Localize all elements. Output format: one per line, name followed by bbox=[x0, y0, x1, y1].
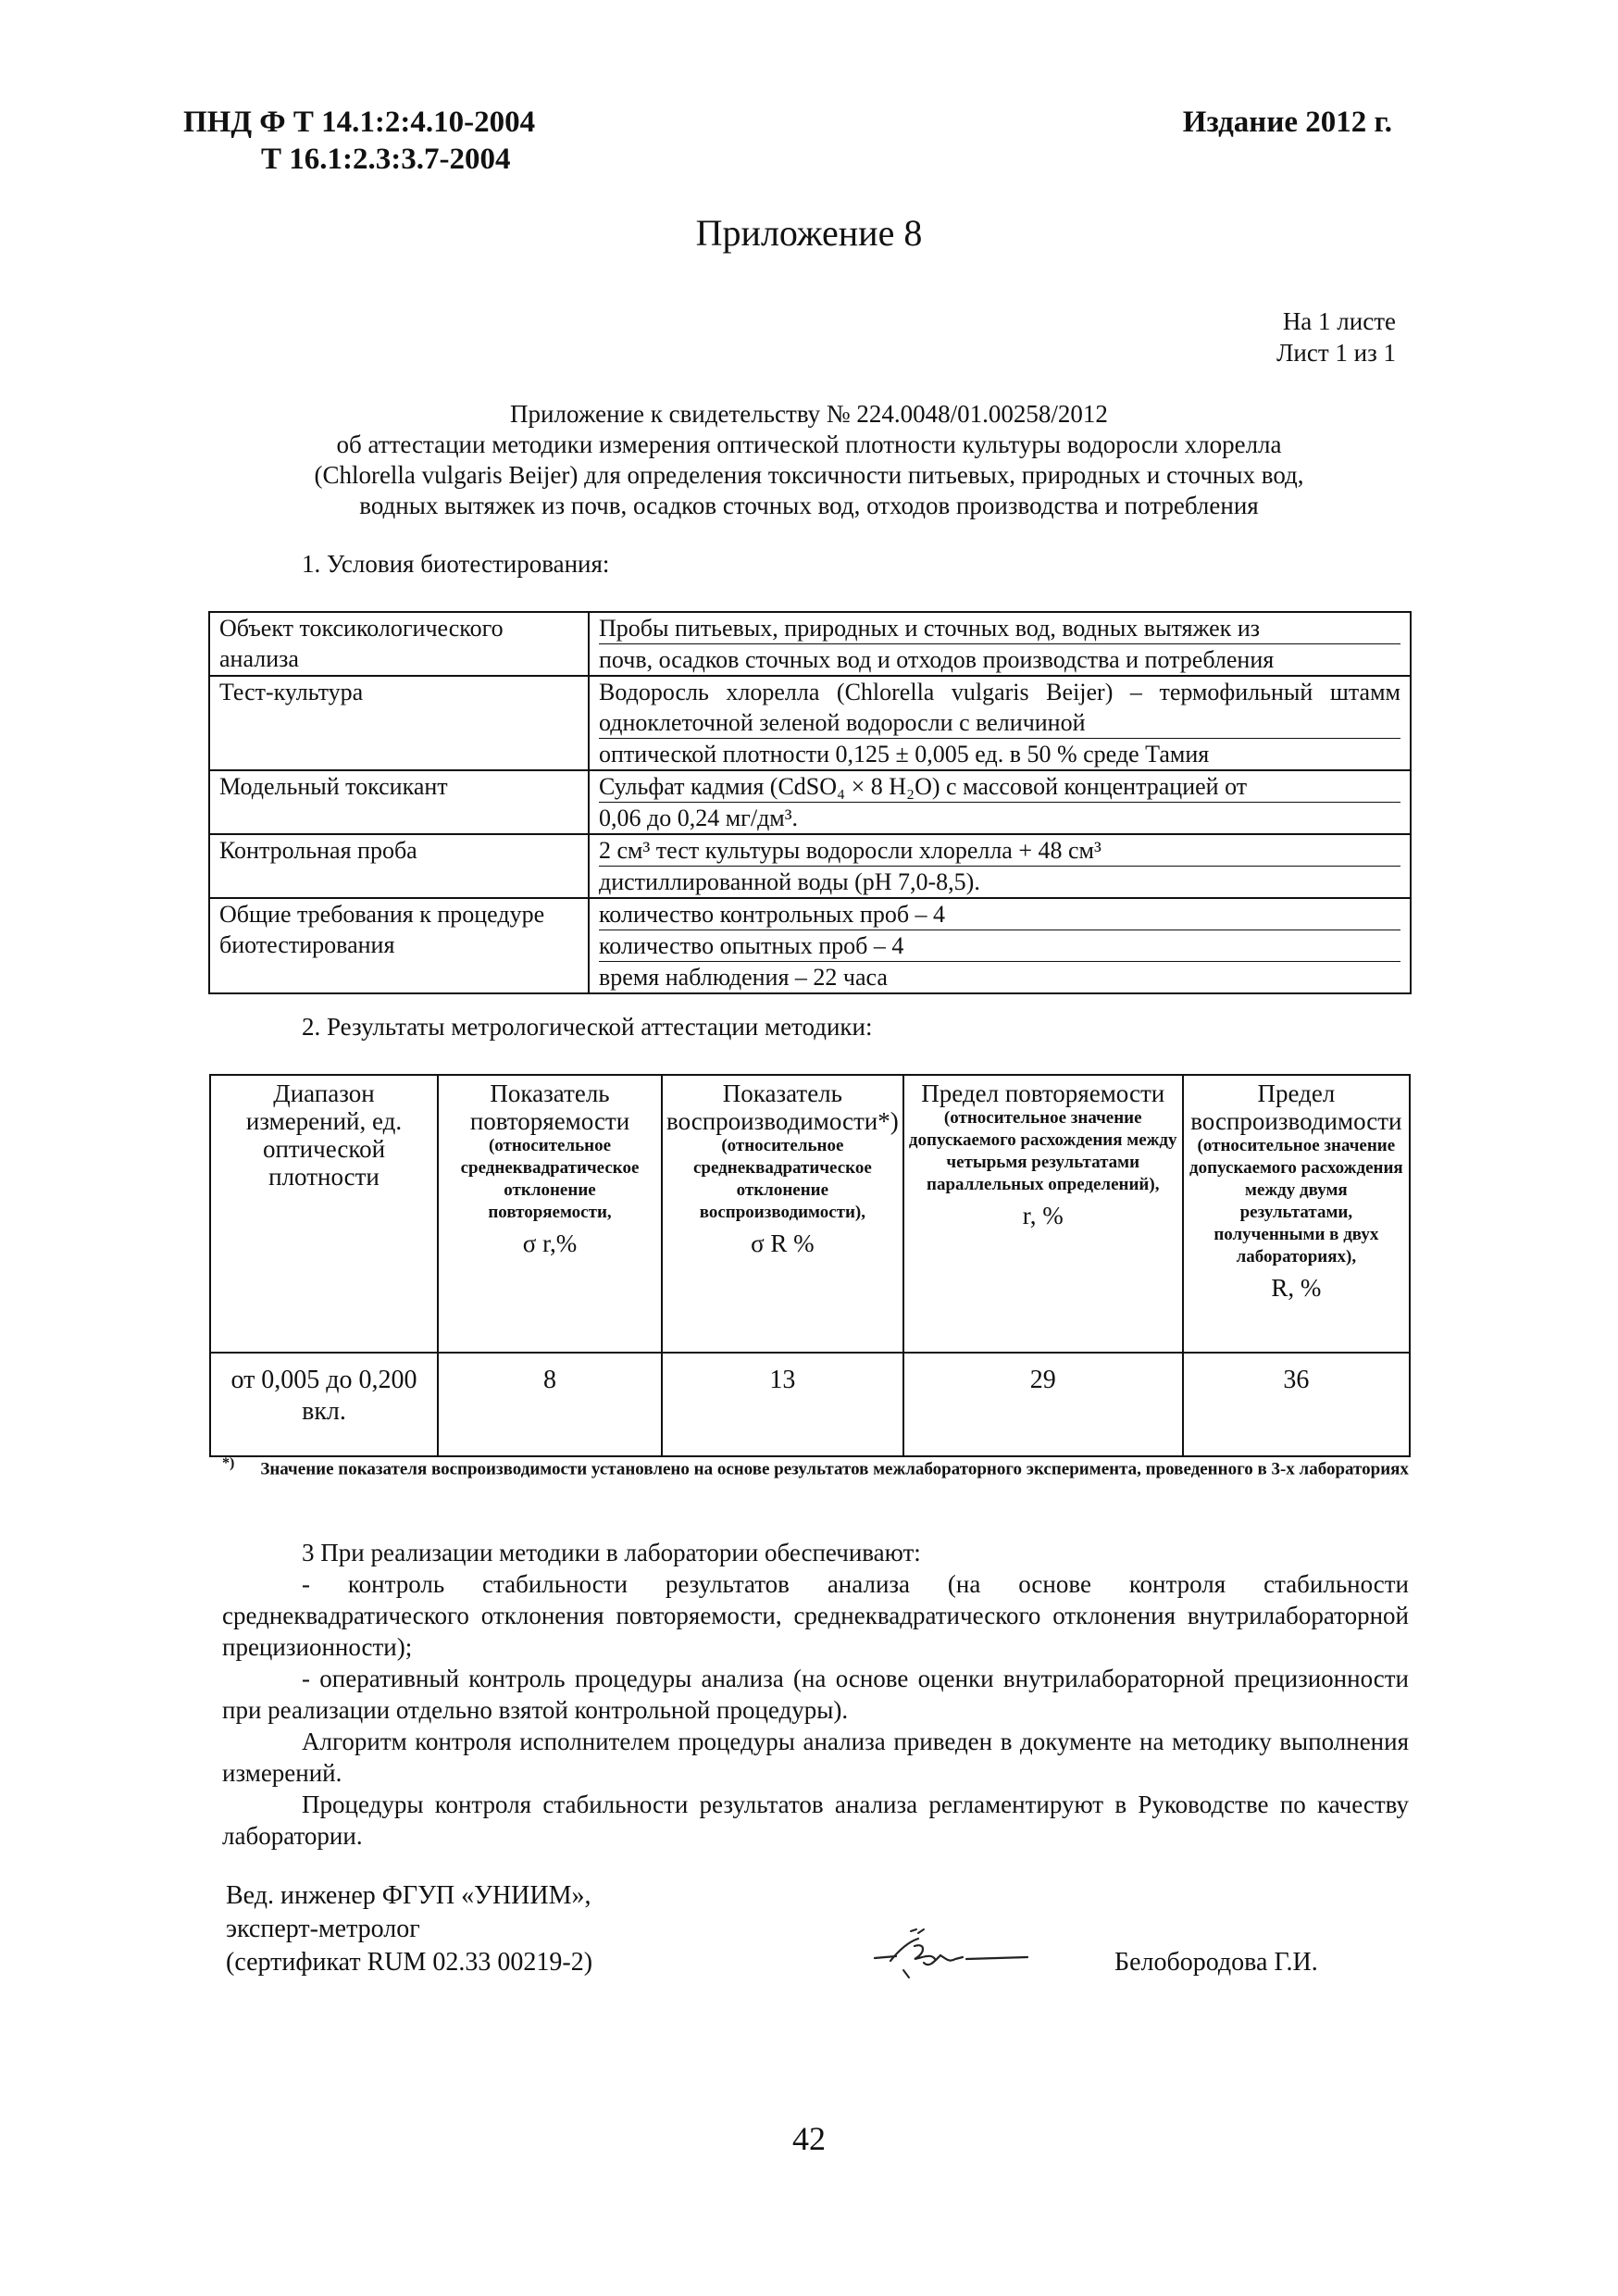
column-header bbox=[662, 1075, 903, 1353]
table-cell: 8 bbox=[438, 1353, 662, 1456]
table-cell: от 0,005 до 0,200 вкл. bbox=[210, 1353, 438, 1456]
condition-value bbox=[589, 834, 1411, 898]
footnote bbox=[222, 1452, 1409, 1481]
column-symbol: R, % bbox=[1271, 1274, 1322, 1302]
condition-value-line: почв, осадков сточных вод и отходов производства и потребления bbox=[599, 646, 1275, 673]
table-row bbox=[209, 770, 1411, 834]
column-header bbox=[438, 1075, 662, 1353]
condition-value bbox=[589, 770, 1411, 834]
condition-key: Контрольная проба bbox=[209, 834, 589, 898]
footnote-mark: *) bbox=[222, 1455, 235, 1471]
condition-value-line: 0,06 до 0,24 мг/дм³. bbox=[599, 805, 799, 831]
sheet-number: Лист 1 из 1 bbox=[1276, 339, 1396, 367]
section-2-heading: 2. Результаты метрологической аттестации методики: bbox=[302, 1013, 873, 1041]
metrology-table bbox=[209, 1074, 1411, 1457]
table-row bbox=[209, 612, 1411, 676]
column-header bbox=[1183, 1075, 1410, 1353]
certificate-line-4: водных вытяжек из почв, осадков сточных вод, отходов производства и потребления bbox=[359, 492, 1259, 519]
condition-value-line: Пробы питьевых, природных и сточных вод, водных вытяжек из bbox=[599, 613, 1400, 644]
table-cell: 13 bbox=[662, 1353, 903, 1456]
column-symbol: σ r,% bbox=[522, 1229, 578, 1257]
signatory-position: Вед. инженер ФГУП «УНИИМ», bbox=[226, 1881, 591, 1910]
column-title: Показатель повторяемости bbox=[469, 1079, 630, 1135]
condition-value bbox=[589, 612, 1411, 676]
condition-value-line: Водоросль хлорелла (Chlorella vulgaris Beijer) – термофильный штамм одноклеточной зеленой водоросли с величиной bbox=[599, 677, 1400, 739]
sheet-count: На 1 листе bbox=[1282, 307, 1396, 335]
signatory-role: эксперт-метролог bbox=[226, 1915, 420, 1943]
table-cell: 36 bbox=[1183, 1353, 1410, 1456]
condition-value-line: оптической плотности 0,125 ± 0,005 ед. в 50 % среде Тамия bbox=[599, 741, 1210, 767]
condition-value-line: количество контрольных проб – 4 bbox=[599, 899, 1400, 930]
footnote-text: Значение показателя воспроизводимости установлено на основе результатов межлабораторного эксперимента, проведенного в 3-х лабораториях bbox=[260, 1459, 1409, 1479]
column-header bbox=[903, 1075, 1183, 1353]
handwritten-signature bbox=[870, 1926, 1037, 1981]
page-title: Приложение 8 bbox=[695, 212, 923, 254]
table-cell: 29 bbox=[903, 1353, 1183, 1456]
column-header bbox=[210, 1075, 438, 1353]
edition-label: Издание 2012 г. bbox=[1182, 106, 1392, 139]
section-3-procedures: Процедуры контроля стабильности результатов анализа регламентируют в Руководстве по качеству лаборатории. bbox=[222, 1791, 1409, 1850]
certificate-line-3: (Chlorella vulgaris Beijer) для определения токсичности питьевых, природных и сточных вод, bbox=[314, 461, 1304, 489]
column-title: Диапазон измерений, ед. оптической плотности bbox=[245, 1079, 403, 1191]
doc-code-2: Т 16.1:2.3:3.7-2004 bbox=[261, 143, 511, 176]
table-row bbox=[209, 834, 1411, 898]
condition-value-line: время наблюдения – 22 часа bbox=[599, 964, 888, 991]
column-note: (относительное среднеквадратическое отклонение повторяемости, bbox=[460, 1136, 640, 1222]
condition-value bbox=[589, 676, 1411, 770]
condition-value bbox=[589, 898, 1411, 993]
condition-value-line: Сульфат кадмия (CdSO₄ × 8 H₂O) с массовой концентрацией от bbox=[599, 771, 1400, 803]
table-row bbox=[210, 1353, 1410, 1456]
table-header-row bbox=[210, 1075, 1410, 1353]
section-3-heading: 3 При реализации методики в лаборатории обеспечивают: bbox=[302, 1539, 921, 1566]
condition-key: Общие требования к процедуре биотестирования bbox=[209, 898, 589, 993]
table-row bbox=[209, 676, 1411, 770]
condition-value-line: 2 см³ тест культуры водоросли хлорелла + 48 см³ bbox=[599, 835, 1400, 867]
section-3-item-1: - контроль стабильности результатов анализа (на основе контроля стабильности среднеквадратического отклонения повторяемости, среднеквадратического отклонения внутрилабораторной прецизионности); bbox=[222, 1570, 1409, 1661]
doc-code-1: ПНД Ф Т 14.1:2:4.10-2004 bbox=[183, 106, 536, 139]
column-title: Предел воспроизводимости bbox=[1190, 1079, 1402, 1135]
condition-value-line: дистиллированной воды (pH 7,0-8,5). bbox=[599, 868, 980, 895]
certificate-line-2: об аттестации методики измерения оптической плотности культуры водоросли хлорелла bbox=[336, 430, 1282, 458]
certificate-title: Приложение к свидетельству № 224.0048/01.00258/2012 bbox=[510, 400, 1108, 428]
signatory-name: Белобородова Г.И. bbox=[1114, 1948, 1318, 1977]
table-row bbox=[209, 898, 1411, 993]
section-1-heading: 1. Условия биотестирования: bbox=[302, 550, 610, 578]
section-3-item-2: - оперативный контроль процедуры анализа (на основе оценки внутрилабораторной прецизионности при реализации отдельно взятой контрольной процедуры). bbox=[222, 1665, 1409, 1724]
column-symbol: r, % bbox=[1022, 1202, 1064, 1229]
column-note: (относительное значение допускаемого расхождения между двумя результатами, полученными в двух лабораториях), bbox=[1189, 1136, 1403, 1267]
column-title: Предел повторяемости bbox=[921, 1079, 1165, 1107]
condition-key: Объект токсикологического анализа bbox=[209, 612, 589, 676]
condition-key: Модельный токсикант bbox=[209, 770, 589, 834]
column-symbol: σ R % bbox=[751, 1229, 815, 1257]
column-title: Показатель воспроизводимости*) bbox=[666, 1079, 899, 1135]
column-note: (относительное значение допускаемого расхождения между четырьмя результатами параллельных определений), bbox=[908, 1108, 1177, 1194]
signatory-certificate: (сертификат RUM 02.33 00219-2) bbox=[226, 1948, 593, 1977]
conditions-table bbox=[208, 611, 1412, 994]
condition-value-line: количество опытных проб – 4 bbox=[599, 930, 1400, 962]
page-number: 42 bbox=[792, 2120, 826, 2157]
condition-key: Тест-культура bbox=[209, 676, 589, 770]
section-3-algorithm: Алгоритм контроля исполнителем процедуры анализа приведен в документе на методику выполнения измерений. bbox=[222, 1728, 1409, 1787]
column-note: (относительное среднеквадратическое отклонение воспроизводимости), bbox=[692, 1136, 872, 1222]
